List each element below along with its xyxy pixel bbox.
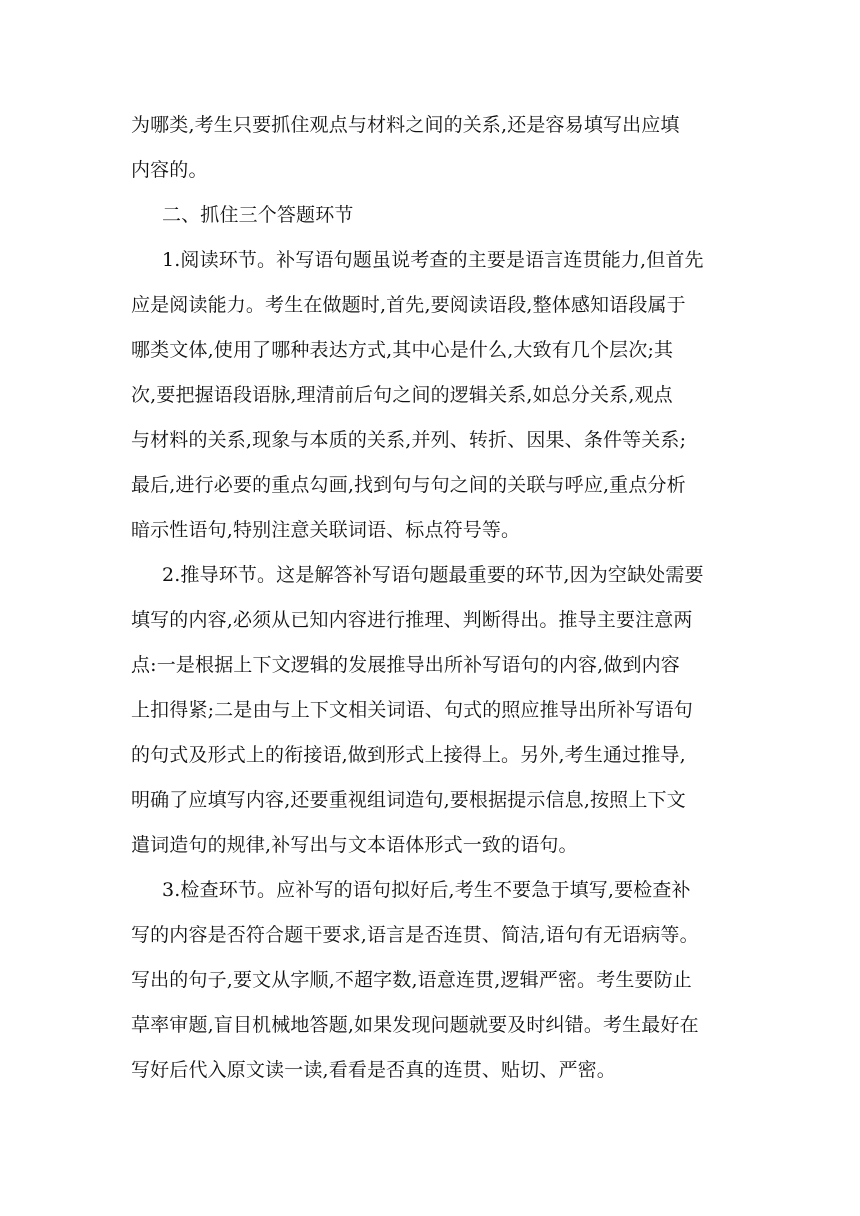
text-line: 草率审题,盲目机械地答题,如果发现问题就要及时纠错。考生最好在	[131, 1014, 699, 1036]
text-line: 填写的内容,必须从已知内容进行推理、判断得出。推导主要注意两	[131, 609, 693, 631]
text-line: 哪类文体,使用了哪种表达方式,其中心是什么,大致有几个层次;其	[131, 339, 674, 361]
text-line: 最后,进行必要的重点勾画,找到句与句之间的关联与呼应,重点分析	[131, 474, 686, 496]
text-line: 写的内容是否符合题干要求,语言是否连贯、简洁,语句有无语病等。	[131, 924, 699, 946]
text-line: 暗示性语句,特别注意关联词语、标点符号等。	[131, 519, 521, 541]
text-line: 的句式及形式上的衔接语,做到形式上接得上。另外,考生通过推导,	[131, 744, 686, 766]
text-line: 明确了应填写内容,还要重视组词造句,要根据提示信息,按照上下文	[131, 789, 686, 811]
text-line: 3.检查环节。应补写的语句拟好后,考生不要急于填写,要检查补	[162, 879, 691, 901]
text-line: 写出的句子,要文从字顺,不超字数,语意连贯,逻辑严密。考生要防止	[131, 969, 692, 991]
section-heading: 二、抓住三个答题环节	[162, 204, 354, 226]
text-line: 次,要把握语段语脉,理清前后句之间的逻辑关系,如总分关系,观点	[131, 384, 673, 406]
text-line: 应是阅读能力。考生在做题时,首先,要阅读语段,整体感知语段属于	[131, 294, 686, 316]
text-line: 写好后代入原文读一读,看看是否真的连贯、贴切、严密。	[131, 1059, 616, 1081]
text-line: 2.推导环节。这是解答补写语句题最重要的环节,因为空缺处需要	[162, 564, 704, 586]
text-line: 点:一是根据上下文逻辑的发展推导出所补写语句的内容,做到内容	[131, 654, 680, 676]
text-line: 内容的。	[131, 159, 208, 181]
text-line: 1.阅读环节。补写语句题虽说考查的主要是语言连贯能力,但首先	[162, 249, 704, 271]
text-line: 为哪类,考生只要抓住观点与材料之间的关系,还是容易填写出应填	[131, 114, 680, 136]
text-line: 上扣得紧;二是由与上下文相关词语、句式的照应推导出所补写语句	[131, 699, 693, 721]
text-line: 遣词造句的规律,补写出与文本语体形式一致的语句。	[131, 834, 578, 856]
text-line: 与材料的关系,现象与本质的关系,并列、转折、因果、条件等关系;	[131, 429, 687, 451]
